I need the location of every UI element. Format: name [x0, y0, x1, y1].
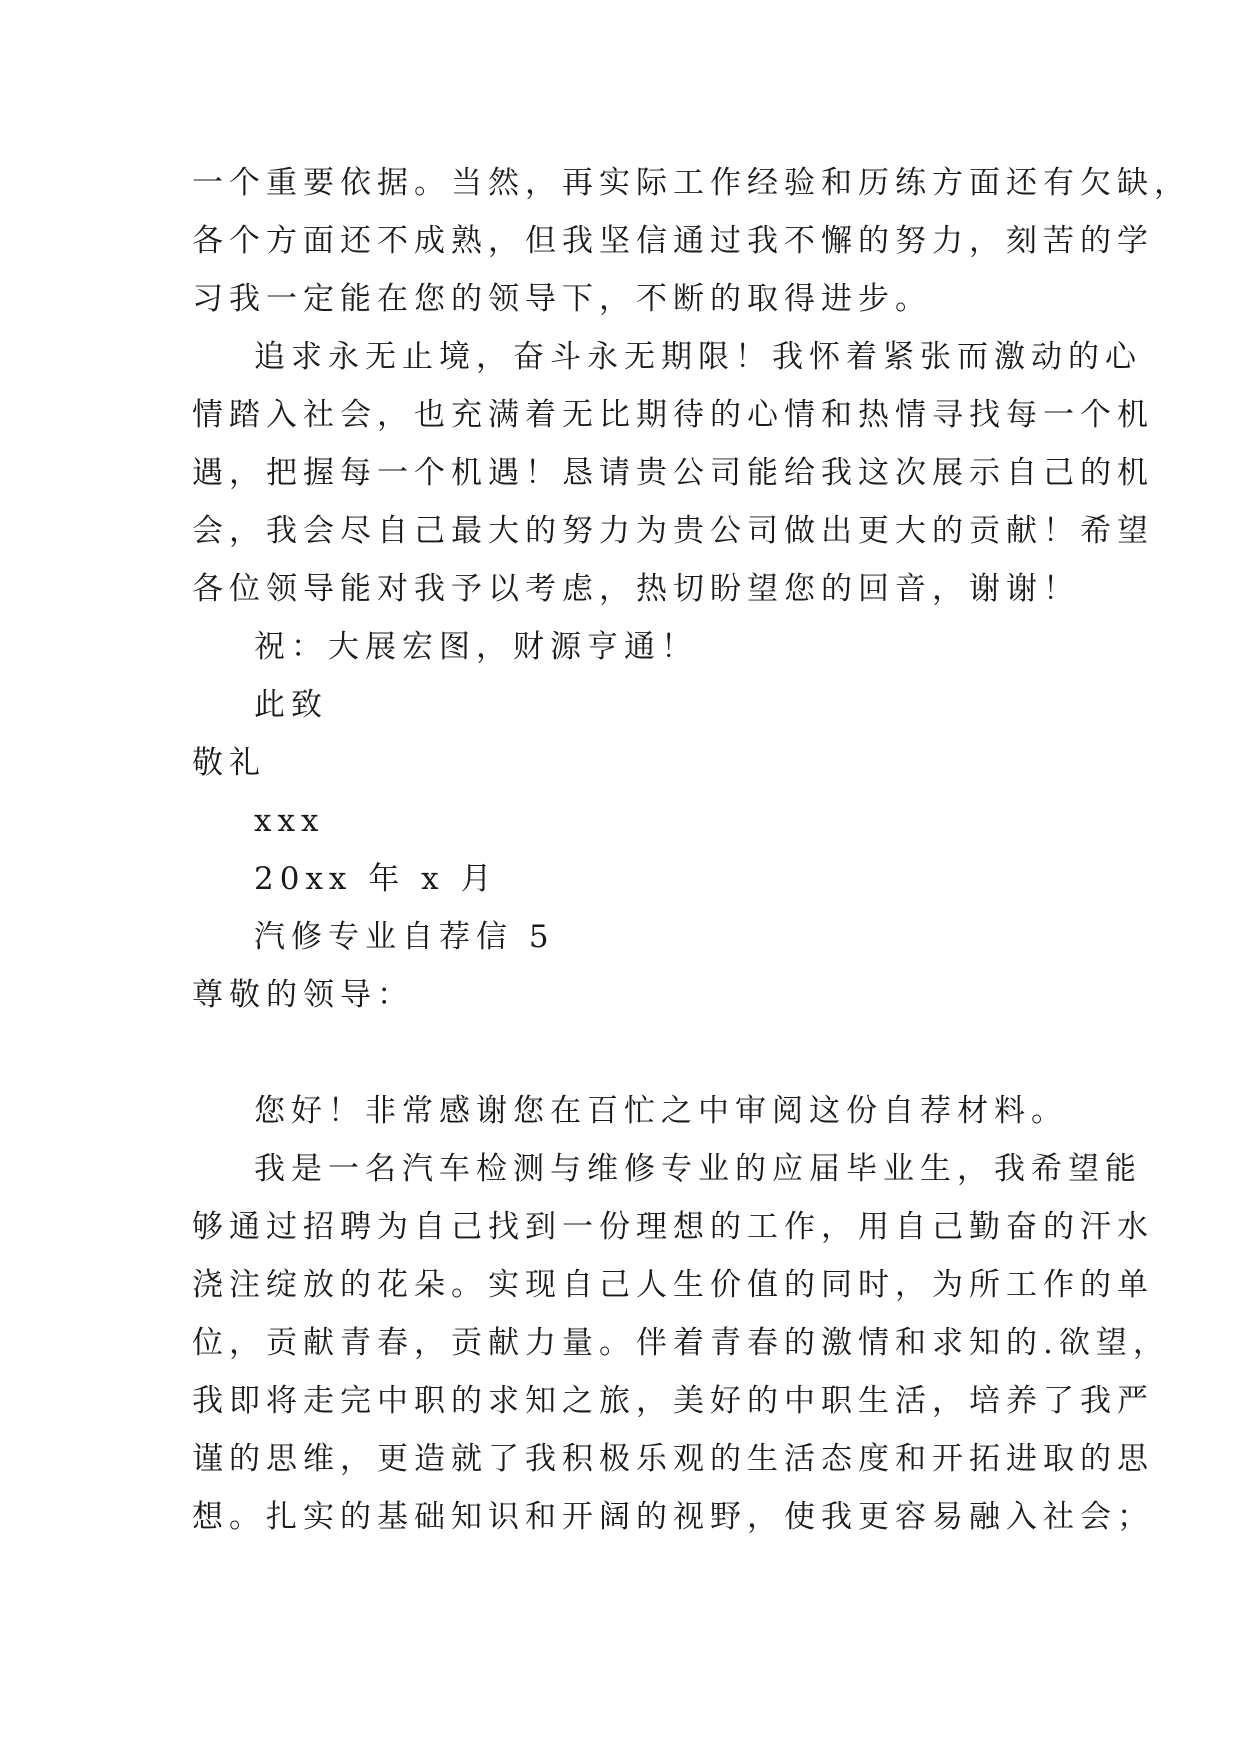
body-text-line: 想。扎实的基础知识和开阔的视野，使我更容易融入社会；: [192, 1499, 1154, 1535]
body-text-line: 遇，把握每一个机遇！恳请贵公司能给我这次展示自己的机: [192, 455, 1154, 491]
body-text-line: 情踏入社会，也充满着无比期待的心情和热情寻找每一个机: [192, 397, 1154, 433]
closing-regards: 敬礼: [192, 745, 266, 781]
body-text-line: 各个方面还不成熟，但我坚信通过我不懈的努力，刻苦的学: [192, 223, 1154, 259]
signature-name: xxx: [254, 803, 325, 839]
body-text-line: 我即将走完中职的求知之旅，美好的中职生活，培养了我严: [192, 1383, 1154, 1419]
section-title: 汽修专业自荐信 5: [254, 919, 555, 955]
body-text-line: 够通过招聘为自己找到一份理想的工作，用自己勤奋的汗水: [192, 1209, 1154, 1245]
body-text-line: 会，我会尽自己最大的努力为贵公司做出更大的贡献！希望: [192, 513, 1154, 549]
body-text-line: 习我一定能在您的领导下，不断的取得进步。: [192, 281, 932, 317]
closing-wish: 祝：大展宏图，财源亨通！: [254, 629, 698, 665]
closing-salutation: 此致: [254, 687, 328, 723]
signature-date: 20xx 年 x 月: [254, 861, 498, 897]
body-text-line: 谨的思维，更造就了我积极乐观的生活态度和开拓进取的思: [192, 1441, 1154, 1477]
body-text-line: 一个重要依据。当然，再实际工作经验和历练方面还有欠缺，: [192, 165, 1191, 201]
body-text-line: 我是一名汽车检测与维修专业的应届毕业生，我希望能: [254, 1151, 1142, 1187]
body-text-line: 浇注绽放的花朵。实现自己人生价值的同时，为所工作的单: [192, 1267, 1154, 1303]
body-text-line: 追求永无止境，奋斗永无期限！我怀着紧张而激动的心: [254, 339, 1142, 375]
greeting: 尊敬的领导：: [192, 977, 414, 1013]
body-text-line: 位，贡献青春，贡献力量。伴着青春的激情和求知的.欲望，: [192, 1325, 1170, 1361]
body-text-line: 各位领导能对我予以考虑，热切盼望您的回音，谢谢！: [192, 571, 1080, 607]
body-text-line: 您好！非常感谢您在百忙之中审阅这份自荐材料。: [254, 1093, 1068, 1129]
